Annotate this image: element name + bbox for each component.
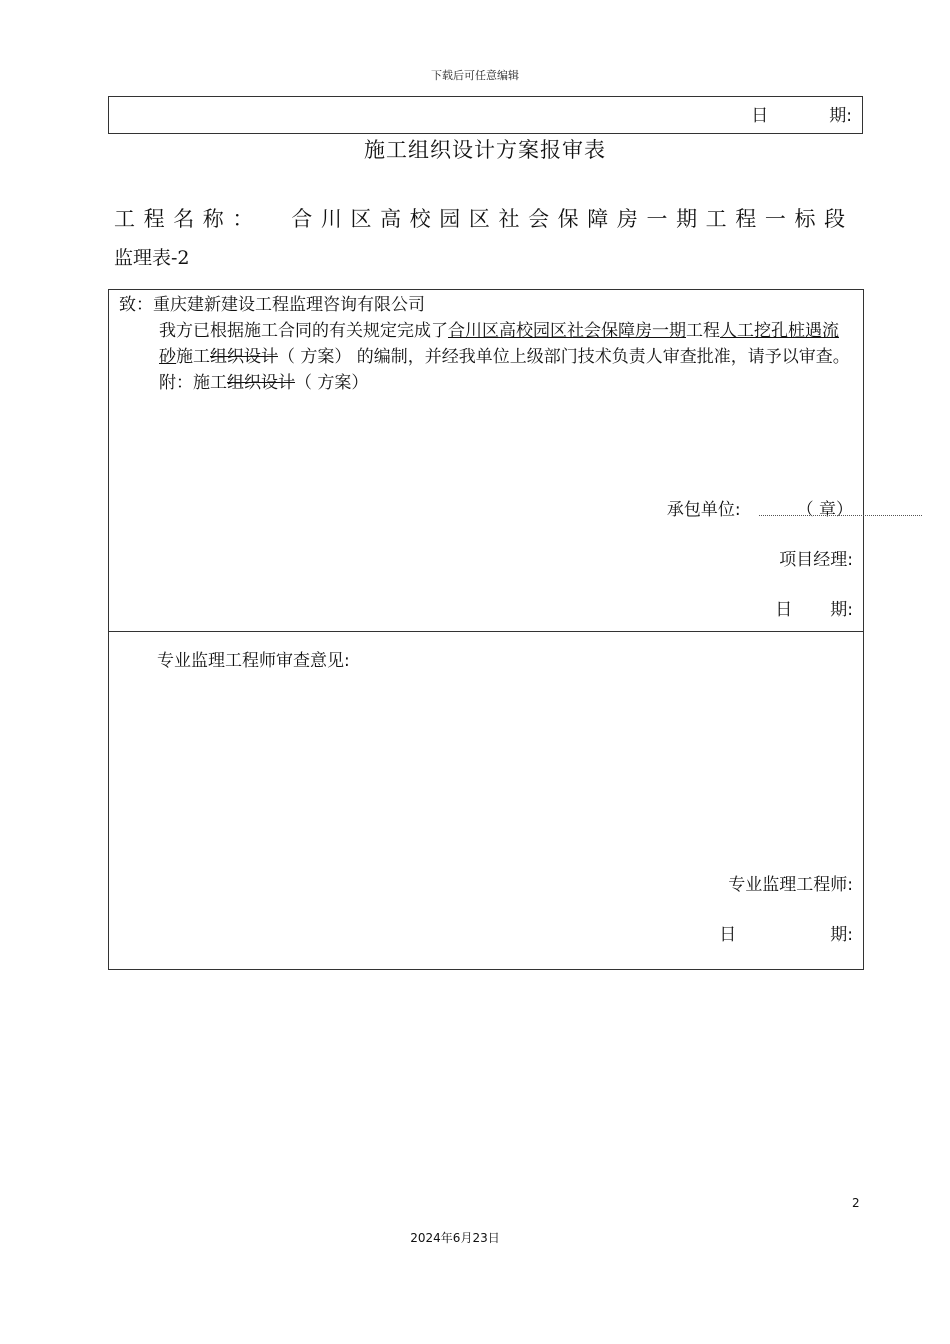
contractor-signature-line <box>759 515 922 516</box>
submission-section <box>119 292 854 396</box>
date-label-1: 日 <box>719 925 737 945</box>
paragraph-text: 工程 <box>686 321 720 341</box>
header-note: 下载后可任意编辑 <box>431 69 519 82</box>
top-date-row <box>751 101 852 126</box>
topic-underlined: 人工挖孔桩遇流砂 <box>159 321 839 367</box>
paragraph-text: 我方已根据施工合同的有关规定完成了 <box>159 321 448 341</box>
project-line <box>114 203 854 233</box>
approval-form-table <box>108 289 864 970</box>
date-label-1: 日 <box>775 600 793 620</box>
engineer-label: 专业监理工程师: <box>728 875 853 895</box>
date-label-2: 期: <box>830 600 853 620</box>
paragraph-text: （ 方案） 的编制，并经我单位上级部门技术负责人审查批准，请予以审查。 <box>278 347 850 367</box>
date-label-1: 日 <box>751 106 769 126</box>
project-label: 工程名称： <box>114 207 262 231</box>
page-number: 2 <box>852 1196 860 1210</box>
form-title: 施工组织设计方案报审表 <box>364 138 606 162</box>
footer-date: 2024年6月23日 <box>410 1231 500 1245</box>
paragraph-text: 施工 <box>176 347 210 367</box>
submission-paragraph <box>119 318 854 370</box>
struck-text: 组织设计 <box>227 373 295 393</box>
seal-label: （ 章） <box>796 500 853 520</box>
attachment-text: 附：施工 <box>159 373 227 393</box>
struck-text: 组织设计 <box>210 347 278 367</box>
date-label-2: 期: <box>830 925 853 945</box>
addressee-line: 致：重庆建新建设工程监理咨询有限公司 <box>119 295 425 315</box>
section1-date-row <box>775 595 853 620</box>
attachment-text: （ 方案） <box>295 373 369 393</box>
attachment-line <box>119 370 854 396</box>
previous-page-box <box>108 96 863 134</box>
table-code: 监理表-2 <box>114 247 190 269</box>
contractor-row <box>667 495 853 520</box>
date-label-2: 期: <box>829 106 852 126</box>
review-opinion-label: 专业监理工程师审查意见: <box>157 651 350 671</box>
project-underlined: 合川区高校园区社会保障房一期 <box>448 321 686 341</box>
project-name: 合川区高校园区社会保障房一期工程一标段 <box>291 207 854 231</box>
manager-label: 项目经理: <box>779 550 853 570</box>
section2-date-row <box>719 920 853 945</box>
section-divider <box>109 631 863 632</box>
contractor-label: 承包单位: <box>666 500 741 520</box>
